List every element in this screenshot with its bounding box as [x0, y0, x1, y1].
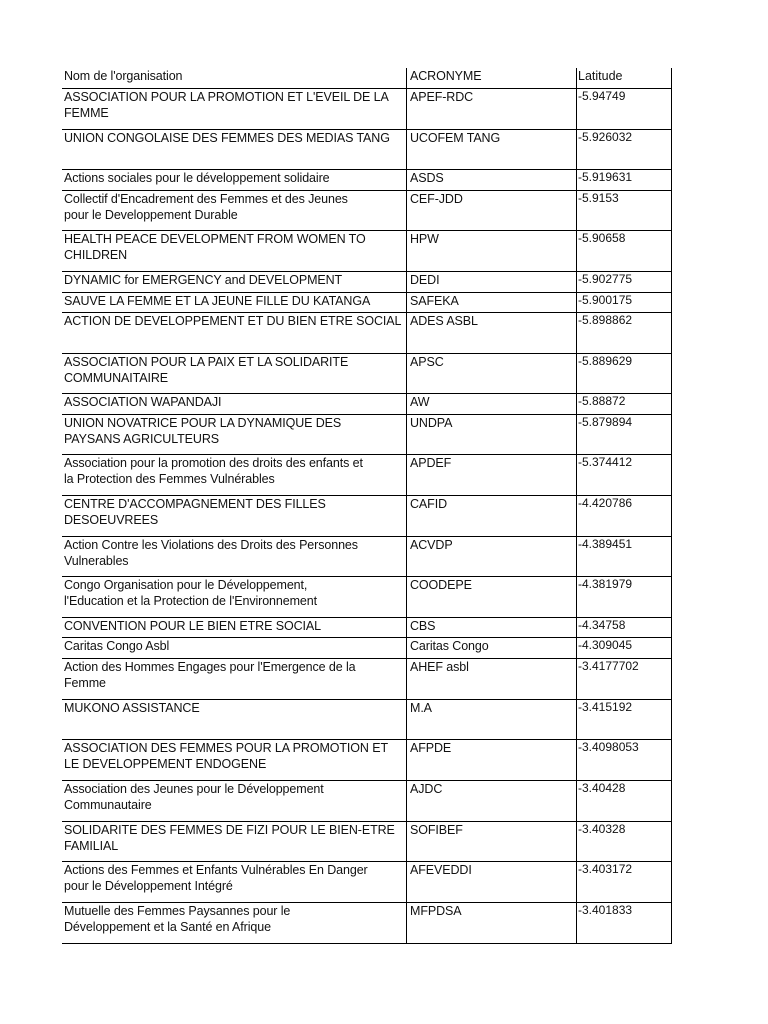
acronym-cell: SOFIBEF [407, 822, 577, 861]
table-row [62, 415, 672, 455]
organisation-name-cell: ASSOCIATION POUR LA PROMOTION ET L'EVEIL DE LA FEMME [62, 89, 407, 129]
latitude-cell: -3.40328 [577, 822, 672, 861]
organisation-name-cell: ASSOCIATION DES FEMMES POUR LA PROMOTION ET LE DEVELOPPEMENT ENDOGENE [62, 740, 407, 780]
table-row [62, 231, 672, 272]
header-organisation-name: Nom de l'organisation [62, 68, 407, 88]
latitude-cell: -3.4177702 [577, 659, 672, 699]
organisation-name-cell: ACTION DE DEVELOPPEMENT ET DU BIEN ETRE SOCIAL [62, 313, 407, 353]
latitude-cell: -5.926032 [577, 130, 672, 169]
acronym-cell: Caritas Congo [407, 638, 577, 658]
organisation-name-cell: Association des Jeunes pour le Développement Communautaire [62, 781, 407, 821]
acronym-cell: CAFID [407, 496, 577, 536]
table-row [62, 170, 672, 191]
latitude-cell: -5.900175 [577, 293, 672, 312]
organisation-name-cell: Association pour la promotion des droits des enfants et la Protection des Femmes Vulnérables [62, 455, 407, 495]
organisation-name-cell: MUKONO ASSISTANCE [62, 700, 407, 739]
latitude-cell: -4.389451 [577, 537, 672, 576]
table-row [62, 740, 672, 781]
organisation-name-cell: HEALTH PEACE DEVELOPMENT FROM WOMEN TO CHILDREN [62, 231, 407, 271]
table-row [62, 455, 672, 496]
table-row [62, 130, 672, 170]
acronym-cell: CEF-JDD [407, 191, 577, 230]
table-row [62, 272, 672, 293]
acronym-cell: AFPDE [407, 740, 577, 780]
acronym-cell: AFEVEDDI [407, 862, 577, 902]
latitude-cell: -3.401833 [577, 903, 672, 943]
organisation-name-cell: SOLIDARITE DES FEMMES DE FIZI POUR LE BIEN-ETRE FAMILIAL [62, 822, 407, 861]
table-row [62, 293, 672, 313]
organisation-name-cell: Caritas Congo Asbl [62, 638, 407, 658]
acronym-cell: ACVDP [407, 537, 577, 576]
acronym-cell: UNDPA [407, 415, 577, 454]
latitude-cell: -4.420786 [577, 496, 672, 536]
table-row [62, 903, 672, 944]
acronym-cell: APDEF [407, 455, 577, 495]
latitude-cell: -3.4098053 [577, 740, 672, 780]
organisation-name-cell: Action des Hommes Engages pour l'Emergence de la Femme [62, 659, 407, 699]
organisation-name-cell: Actions des Femmes et Enfants Vulnérables En Danger pour le Développement Intégré [62, 862, 407, 902]
table-row [62, 822, 672, 862]
organisation-name-cell: Congo Organisation pour le Développement, l'Education et la Protection de l'Environnement [62, 577, 407, 617]
organisations-table [62, 68, 672, 944]
organisation-name-cell: UNION NOVATRICE POUR LA DYNAMIQUE DES PAYSANS AGRICULTEURS [62, 415, 407, 454]
acronym-cell: UCOFEM TANG [407, 130, 577, 169]
header-acronym: ACRONYME [407, 68, 577, 88]
latitude-cell: -5.898862 [577, 313, 672, 353]
acronym-cell: ADES ASBL [407, 313, 577, 353]
acronym-cell: M.A [407, 700, 577, 739]
acronym-cell: SAFEKA [407, 293, 577, 312]
organisation-name-cell: ASSOCIATION POUR LA PAIX ET LA SOLIDARITE COMMUNAITAIRE [62, 354, 407, 393]
table-row [62, 313, 672, 354]
organisation-name-cell: CONVENTION POUR LE BIEN ETRE SOCIAL [62, 618, 407, 637]
latitude-cell: -5.94749 [577, 89, 672, 129]
organisation-name-cell: Collectif d'Encadrement des Femmes et des Jeunes pour le Developpement Durable [62, 191, 407, 230]
acronym-cell: DEDI [407, 272, 577, 292]
latitude-cell: -3.403172 [577, 862, 672, 902]
table-body [62, 89, 672, 944]
latitude-cell: -5.88872 [577, 394, 672, 414]
table-row [62, 537, 672, 577]
table-row [62, 577, 672, 618]
table-row [62, 700, 672, 740]
latitude-cell: -5.9153 [577, 191, 672, 230]
acronym-cell: APEF-RDC [407, 89, 577, 129]
latitude-cell: -5.879894 [577, 415, 672, 454]
organisation-name-cell: UNION CONGOLAISE DES FEMMES DES MEDIAS TANG [62, 130, 407, 169]
table-row [62, 394, 672, 415]
table-header-row [62, 68, 672, 89]
table-row [62, 191, 672, 231]
latitude-cell: -4.309045 [577, 638, 672, 658]
header-latitude: Latitude [577, 68, 672, 88]
table-row [62, 89, 672, 130]
table-row [62, 781, 672, 822]
acronym-cell: AHEF asbl [407, 659, 577, 699]
acronym-cell: MFPDSA [407, 903, 577, 943]
organisation-name-cell: SAUVE LA FEMME ET LA JEUNE FILLE DU KATANGA [62, 293, 407, 312]
latitude-cell: -5.374412 [577, 455, 672, 495]
acronym-cell: COODEPE [407, 577, 577, 617]
table-row [62, 496, 672, 537]
table-row [62, 862, 672, 903]
table-row [62, 354, 672, 394]
organisation-name-cell: ASSOCIATION WAPANDAJI [62, 394, 407, 414]
latitude-cell: -5.889629 [577, 354, 672, 393]
table-row [62, 659, 672, 700]
organisation-name-cell: DYNAMIC for EMERGENCY and DEVELOPMENT [62, 272, 407, 292]
latitude-cell: -3.415192 [577, 700, 672, 739]
latitude-cell: -5.90658 [577, 231, 672, 271]
acronym-cell: HPW [407, 231, 577, 271]
acronym-cell: APSC [407, 354, 577, 393]
latitude-cell: -4.34758 [577, 618, 672, 637]
latitude-cell: -3.40428 [577, 781, 672, 821]
organisation-name-cell: Mutuelle des Femmes Paysannes pour le Développement et la Santé en Afrique [62, 903, 407, 943]
table-row [62, 618, 672, 638]
organisation-name-cell: Actions sociales pour le développement solidaire [62, 170, 407, 190]
table-row [62, 638, 672, 659]
organisation-name-cell: CENTRE D'ACCOMPAGNEMENT DES FILLES DESOEUVREES [62, 496, 407, 536]
acronym-cell: AW [407, 394, 577, 414]
latitude-cell: -4.381979 [577, 577, 672, 617]
organisation-name-cell: Action Contre les Violations des Droits des Personnes Vulnerables [62, 537, 407, 576]
latitude-cell: -5.902775 [577, 272, 672, 292]
acronym-cell: ASDS [407, 170, 577, 190]
acronym-cell: CBS [407, 618, 577, 637]
latitude-cell: -5.919631 [577, 170, 672, 190]
acronym-cell: AJDC [407, 781, 577, 821]
